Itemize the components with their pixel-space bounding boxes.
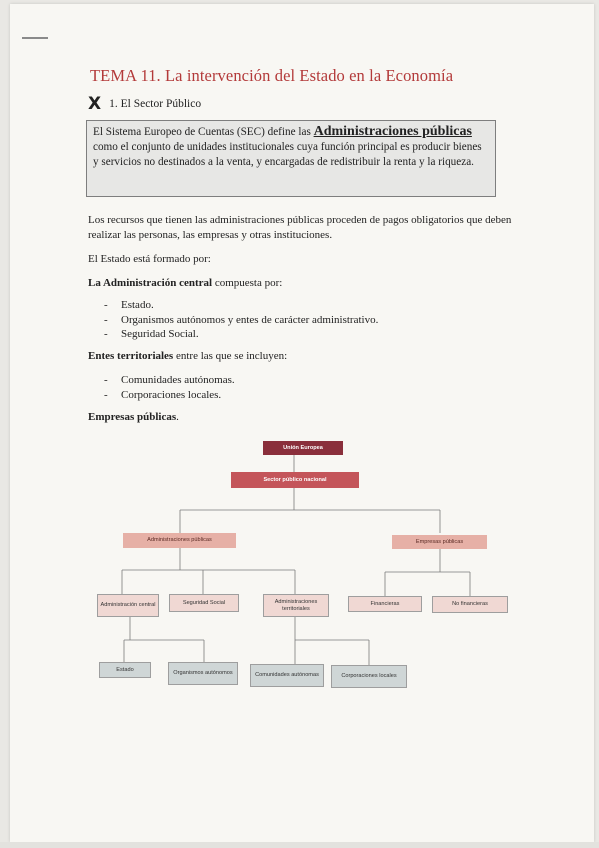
definition-body: como el conjunto de unidades institucionales cuya función principal es producir bienes y servicios no destinados a la venta, y encargadas de redistribuir la renta y la riqueza.: [93, 141, 482, 168]
chart-node-local-corporations: Corporaciones locales: [331, 665, 407, 688]
chart-node-social-security: Seguridad Social: [169, 594, 239, 612]
central-admin-heading: [88, 276, 518, 291]
companies-bold: Empresas públicas: [88, 411, 177, 423]
chart-node-territorial-admins: Administraciones territoriales: [263, 594, 329, 617]
list-item: - Comunidades autónomas.: [104, 373, 235, 388]
state-paragraph: El Estado está formado por:: [88, 253, 211, 265]
chart-node-public-companies: Empresas públicas: [392, 535, 487, 549]
list-item: - Organismos autónomos y entes de carácter administrativo.: [104, 313, 378, 328]
chart-node-financial: Financieras: [348, 596, 422, 612]
resources-paragraph: Los recursos que tienen las administraciones públicas proceden de pagos obligatorios que deben realizar las personas, las empresas y otras instituciones.: [88, 214, 512, 241]
section-label: 1. El Sector Público: [109, 98, 202, 110]
chart-node-eu: Unión Europea: [263, 441, 343, 455]
chart-node-autonomous-bodies: Organismos autónomos: [168, 662, 238, 685]
chart-node-public-administrations: Administraciones públicas: [123, 533, 236, 548]
definition-intro: El Sistema Europeo de Cuentas (SEC) define las: [93, 126, 314, 138]
territorial-bold: Entes territoriales: [88, 350, 174, 362]
territorial-heading: [88, 349, 518, 364]
chart-node-state: Estado: [99, 662, 151, 678]
page-bottom-edge: [0, 842, 599, 848]
territorial-list: [104, 373, 235, 402]
chart-node-national-public-sector: Sector público nacional: [231, 472, 359, 488]
section-heading: [88, 94, 201, 114]
chart-node-non-financial: No financieras: [432, 596, 508, 613]
x-check-mark: X: [88, 94, 102, 114]
pen-mark: [22, 37, 48, 39]
chart-node-central-admin: Administración central: [97, 594, 159, 617]
companies-heading: [88, 410, 518, 425]
chart-node-autonomous-communities: Comunidades autónomas: [250, 664, 324, 687]
companies-rest: .: [176, 411, 179, 423]
definition-box: [86, 120, 496, 197]
territorial-rest: entre las que se incluyen:: [173, 350, 288, 362]
page-title: TEMA 11. La intervención del Estado en la Economía: [90, 66, 454, 85]
definition-term: Administraciones públicas: [313, 124, 472, 139]
list-item: - Seguridad Social.: [104, 327, 378, 342]
list-item: - Estado.: [104, 298, 378, 313]
central-admin-list: [104, 298, 378, 342]
central-admin-bold: La Administración central: [88, 277, 213, 289]
list-item: - Corporaciones locales.: [104, 388, 235, 403]
central-admin-rest: compuesta por:: [212, 277, 283, 289]
